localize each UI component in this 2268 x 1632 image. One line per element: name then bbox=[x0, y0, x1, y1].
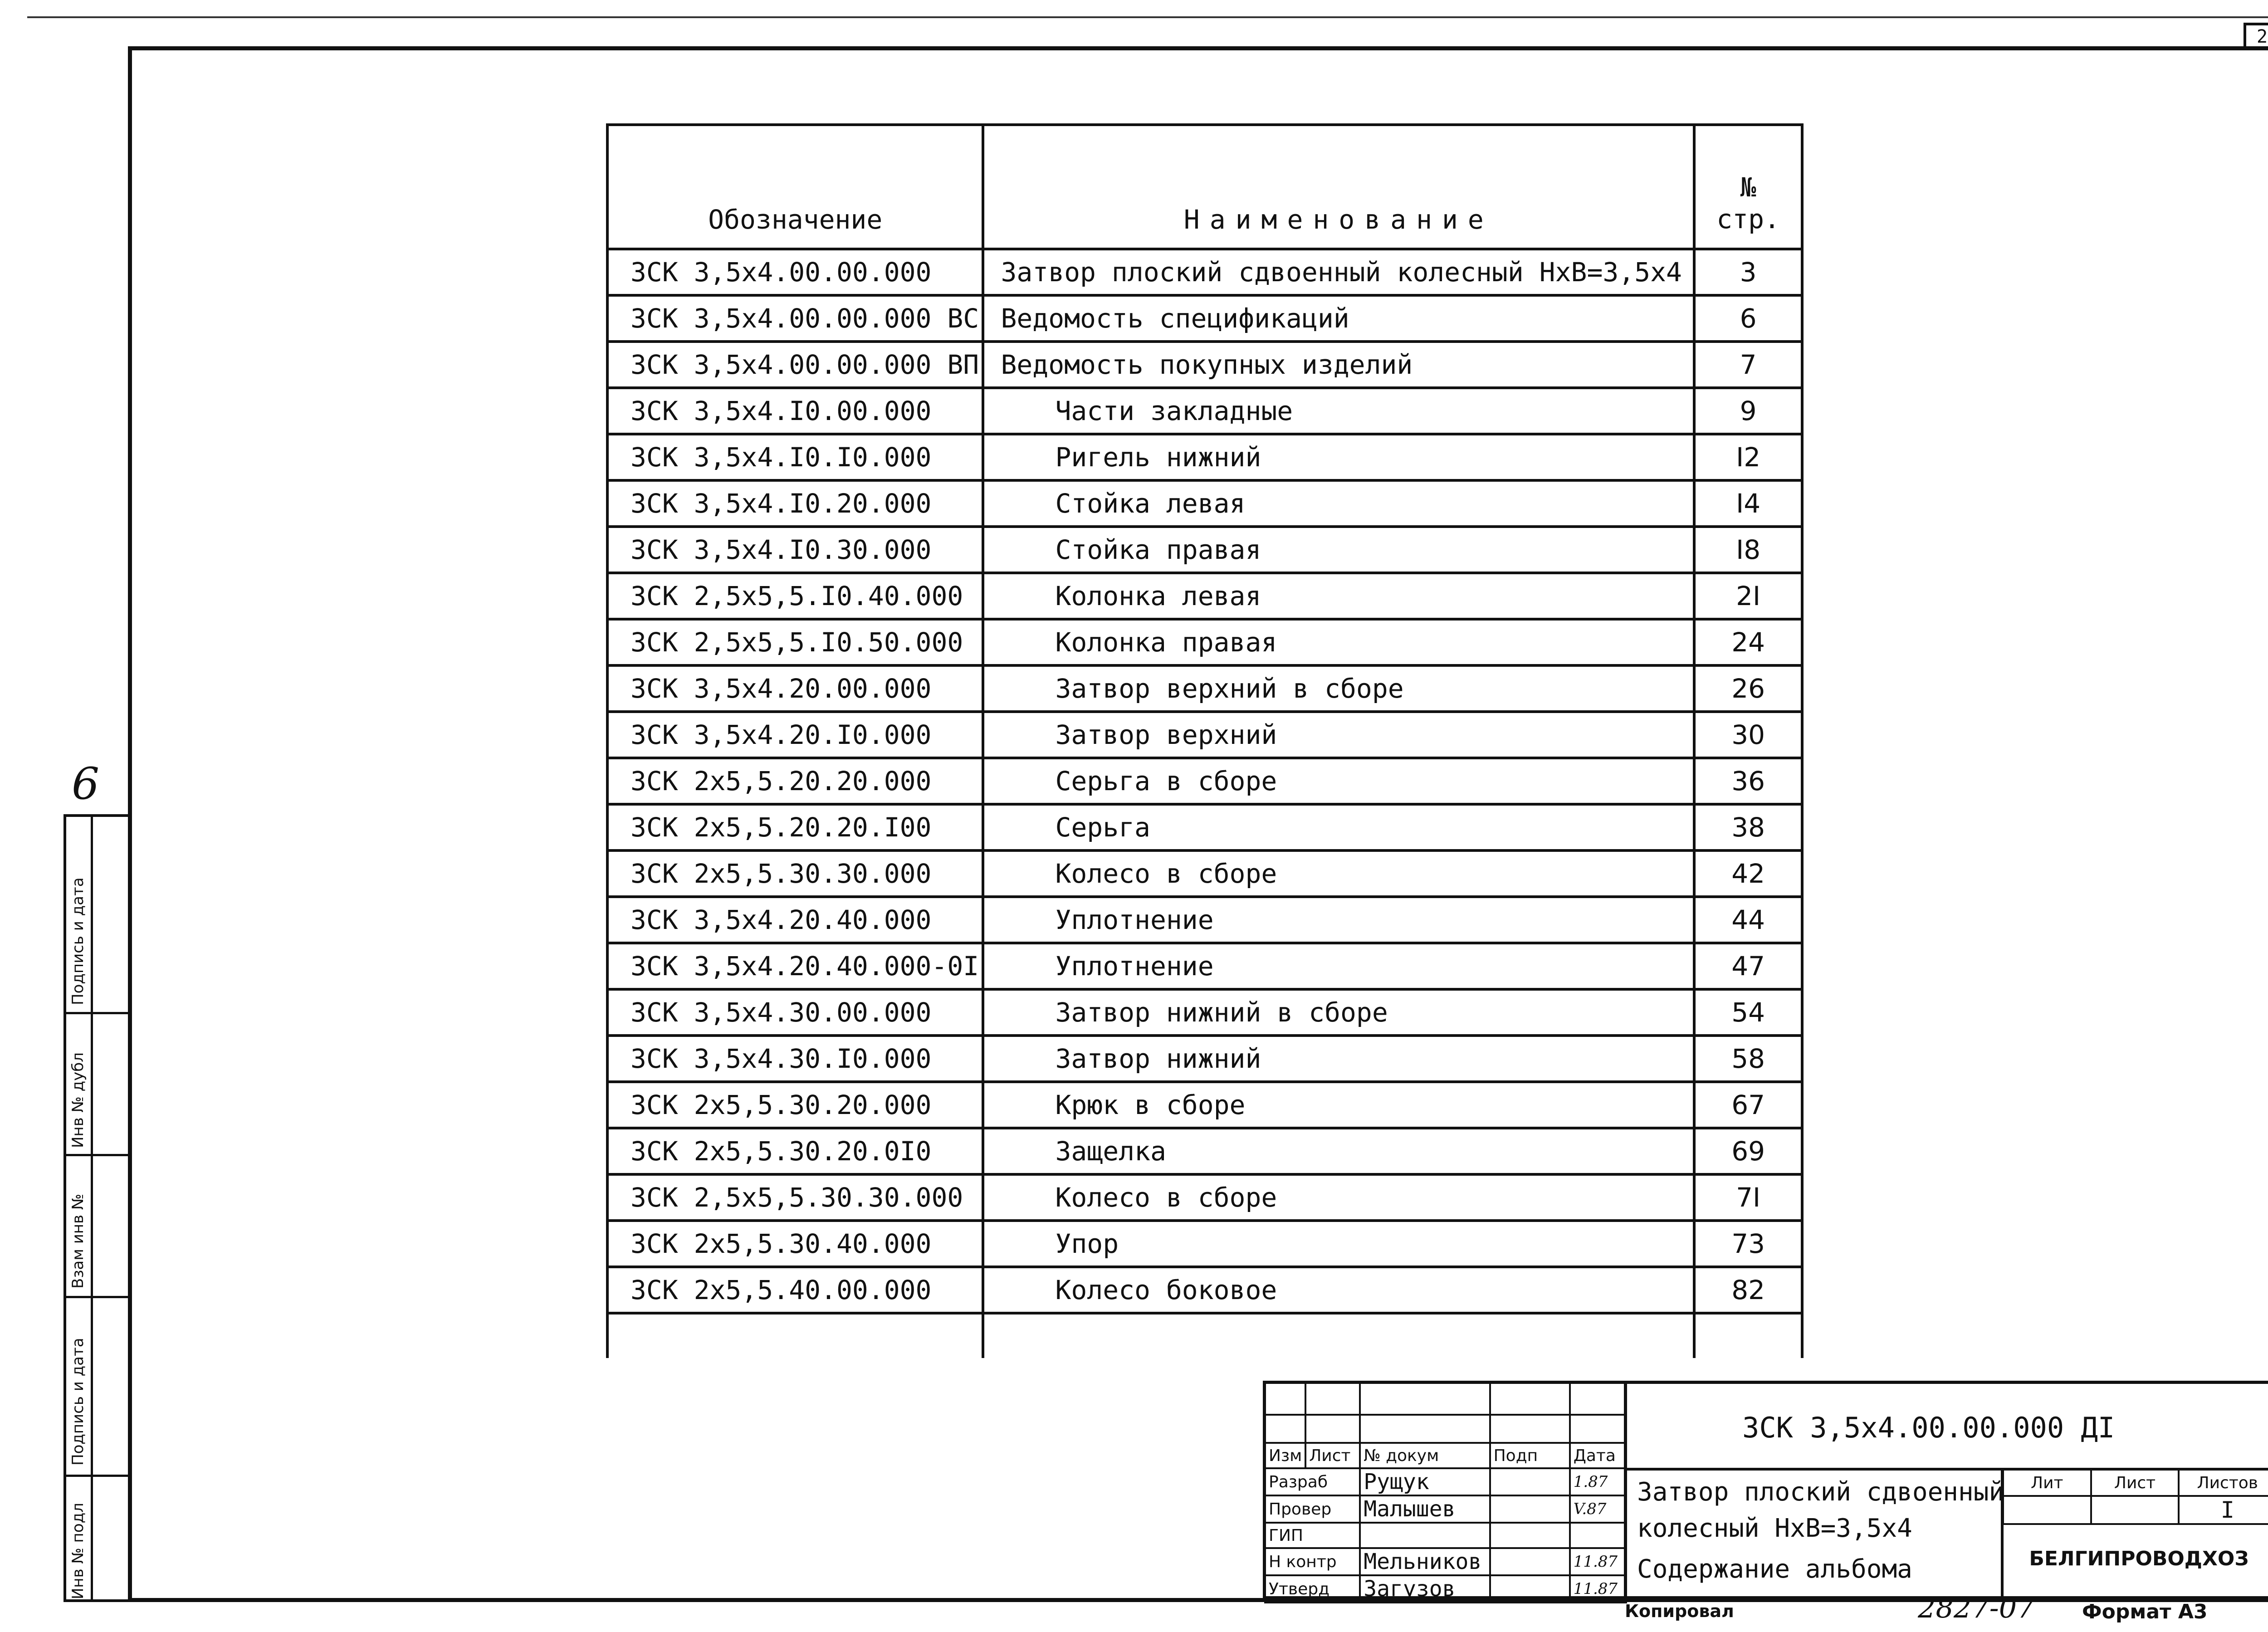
row-designation: ЗСК 3,5х4.00.00.000 ВС bbox=[607, 295, 983, 342]
contents-row bbox=[607, 1128, 1802, 1174]
contents-body bbox=[607, 249, 1802, 1358]
contents-row bbox=[607, 619, 1802, 665]
signature-row bbox=[1265, 1548, 1626, 1575]
side-stamp-row-line bbox=[66, 1154, 128, 1156]
format-label: Формат А3 bbox=[2082, 1600, 2208, 1623]
contents-table bbox=[606, 123, 1804, 1358]
side-label-sign-date-1: Подпись и дата bbox=[69, 1338, 87, 1466]
sheets-value: I bbox=[2179, 1496, 2268, 1524]
document-code: ЗСК 3,5х4.00.00.000 ДI bbox=[1742, 1411, 2115, 1444]
row-designation: ЗСК 2х5,5.40.00.000 bbox=[607, 1267, 983, 1313]
copied-label: Копировал bbox=[1625, 1601, 1734, 1621]
header-page-number-sign: № bbox=[1740, 172, 1756, 203]
row-designation: ЗСК 3,5х4.20.I0.000 bbox=[607, 712, 983, 758]
contents-row bbox=[607, 1221, 1802, 1267]
row-page: 47 bbox=[1694, 943, 1802, 989]
row-page: 67 bbox=[1694, 1082, 1802, 1128]
contents-row bbox=[607, 1036, 1802, 1082]
contents-row bbox=[607, 295, 1802, 342]
empty-cell bbox=[1694, 1313, 1802, 1358]
row-name: Стойка правая bbox=[983, 527, 1694, 573]
signature-row bbox=[1265, 1468, 1626, 1495]
signature-date: 11.87 bbox=[1570, 1575, 1626, 1603]
row-designation: ЗСК 3,5х4.20.40.000-0I bbox=[607, 943, 983, 989]
signature-header-row bbox=[1265, 1443, 1626, 1468]
row-designation: ЗСК 3,5х4.I0.20.000 bbox=[607, 480, 983, 527]
signature-role: Утверд bbox=[1265, 1575, 1360, 1603]
signature-date: 1.87 bbox=[1570, 1468, 1626, 1495]
side-label-sign-date-2: Подпись и дата bbox=[69, 877, 87, 1005]
row-name: Крюк в сборе bbox=[983, 1082, 1694, 1128]
contents-row bbox=[607, 527, 1802, 573]
signature-name bbox=[1360, 1523, 1490, 1548]
row-page: 9 bbox=[1694, 388, 1802, 434]
row-page: 73 bbox=[1694, 1221, 1802, 1267]
col-sign: Подп bbox=[1490, 1443, 1570, 1468]
contents-row bbox=[607, 989, 1802, 1036]
signature-sign bbox=[1490, 1548, 1570, 1575]
contents-row bbox=[607, 943, 1802, 989]
header-name: Наименование bbox=[983, 125, 1694, 249]
signature-name: Рущук bbox=[1360, 1468, 1490, 1495]
row-name: Упор bbox=[983, 1221, 1694, 1267]
row-page: I2 bbox=[1694, 434, 1802, 480]
sheets-label: Листов bbox=[2179, 1470, 2268, 1496]
side-stamp-divider bbox=[91, 817, 93, 1599]
row-name: Колесо боковое bbox=[983, 1267, 1694, 1313]
row-page: 58 bbox=[1694, 1036, 1802, 1082]
row-page: 24 bbox=[1694, 619, 1802, 665]
drawing-number: 2827-07 bbox=[1918, 1591, 2035, 1624]
side-number: 6 bbox=[72, 758, 100, 809]
row-name: Стойка левая bbox=[983, 480, 1694, 527]
contents-row bbox=[607, 665, 1802, 712]
row-name: Затвор верхний в сборе bbox=[983, 665, 1694, 712]
row-name: Уплотнение bbox=[983, 943, 1694, 989]
signature-row bbox=[1265, 1495, 1626, 1523]
row-name: Уплотнение bbox=[983, 897, 1694, 943]
row-designation: ЗСК 3,5х4.30.00.000 bbox=[607, 989, 983, 1036]
title-block bbox=[1263, 1381, 2268, 1602]
row-page: 69 bbox=[1694, 1128, 1802, 1174]
row-name: Колесо в сборе bbox=[983, 850, 1694, 897]
contents-row bbox=[607, 434, 1802, 480]
signature-role: ГИП bbox=[1265, 1523, 1360, 1548]
row-designation: ЗСК 2х5,5.30.20.0I0 bbox=[607, 1128, 983, 1174]
sheet-label: Лист bbox=[2091, 1470, 2179, 1496]
row-page: 7I bbox=[1694, 1174, 1802, 1221]
header-page bbox=[1694, 125, 1802, 249]
header-designation: Обозначение bbox=[607, 125, 983, 249]
signature-sign bbox=[1490, 1495, 1570, 1523]
contents-row bbox=[607, 573, 1802, 619]
empty-cell bbox=[983, 1313, 1694, 1358]
contents-header-row bbox=[607, 125, 1802, 249]
signature-sign bbox=[1490, 1468, 1570, 1495]
signature-row bbox=[1265, 1523, 1626, 1548]
row-designation: ЗСК 3,5х4.20.00.000 bbox=[607, 665, 983, 712]
row-designation: ЗСК 2,5х5,5.I0.40.000 bbox=[607, 573, 983, 619]
row-name: Затвор нижний bbox=[983, 1036, 1694, 1082]
col-doc: № докум bbox=[1360, 1443, 1490, 1468]
row-designation: ЗСК 2х5,5.30.40.000 bbox=[607, 1221, 983, 1267]
lit-value bbox=[2003, 1496, 2091, 1524]
contents-row bbox=[607, 897, 1802, 943]
row-page: 26 bbox=[1694, 665, 1802, 712]
title-block-signatures bbox=[1266, 1384, 1627, 1602]
organization-name: БЕЛГИПРОВОДХОЗ bbox=[2029, 1547, 2249, 1570]
title-line-3: Содержание альбома bbox=[1637, 1554, 1912, 1584]
row-designation: ЗСК 3,5х4.00.00.000 bbox=[607, 249, 983, 295]
row-page: 82 bbox=[1694, 1267, 1802, 1313]
row-designation: ЗСК 2х5,5.30.30.000 bbox=[607, 850, 983, 897]
lit-label: Лит bbox=[2003, 1470, 2091, 1496]
signature-name: Малышев bbox=[1360, 1495, 1490, 1523]
signature-sign bbox=[1490, 1575, 1570, 1603]
row-name: Колесо в сборе bbox=[983, 1174, 1694, 1221]
contents-row bbox=[607, 850, 1802, 897]
side-stamp-row-line bbox=[66, 1012, 128, 1014]
row-name: Ведомость покупных изделий bbox=[983, 342, 1694, 388]
sheet-info-table bbox=[2002, 1469, 2268, 1525]
signature-sign bbox=[1490, 1523, 1570, 1548]
row-page: 30 bbox=[1694, 712, 1802, 758]
row-page: 3 bbox=[1694, 249, 1802, 295]
contents-row bbox=[607, 388, 1802, 434]
row-designation: ЗСК 2х5,5.20.20.I00 bbox=[607, 804, 983, 850]
contents-row bbox=[607, 480, 1802, 527]
row-designation: ЗСК 3,5х4.I0.30.000 bbox=[607, 527, 983, 573]
row-page: I8 bbox=[1694, 527, 1802, 573]
contents-row bbox=[607, 758, 1802, 804]
col-list: Лист bbox=[1305, 1443, 1360, 1468]
row-designation: ЗСК 2х5,5.20.20.000 bbox=[607, 758, 983, 804]
row-designation: ЗСК 3,5х4.I0.00.000 bbox=[607, 388, 983, 434]
row-page: 7 bbox=[1694, 342, 1802, 388]
row-name: Затвор плоский сдвоенный колесный НхВ=3,5х4 bbox=[983, 249, 1694, 295]
outer-border-line bbox=[27, 16, 2268, 18]
row-designation: ЗСК 2,5х5,5.30.30.000 bbox=[607, 1174, 983, 1221]
contents-row bbox=[607, 712, 1802, 758]
row-name: Ригель нижний bbox=[983, 434, 1694, 480]
signature-people bbox=[1265, 1468, 1626, 1603]
row-designation: ЗСК 3,5х4.00.00.000 ВП bbox=[607, 342, 983, 388]
col-izm: Изм bbox=[1265, 1443, 1305, 1468]
side-label-inv-dubl: Инв № дубл bbox=[69, 1052, 87, 1148]
contents-row bbox=[607, 1082, 1802, 1128]
row-designation: ЗСК 3,5х4.20.40.000 bbox=[607, 897, 983, 943]
side-stamp-row-line bbox=[66, 1475, 128, 1477]
title-block-sheet-info bbox=[2001, 1470, 2268, 1599]
contents-empty-row bbox=[607, 1313, 1802, 1358]
signature-date: 11.87 bbox=[1570, 1548, 1626, 1575]
row-page: 36 bbox=[1694, 758, 1802, 804]
page-number-box bbox=[2244, 23, 2268, 48]
row-name: Затвор верхний bbox=[983, 712, 1694, 758]
row-page: 42 bbox=[1694, 850, 1802, 897]
signature-role: Н контр bbox=[1265, 1548, 1360, 1575]
row-name: Защелка bbox=[983, 1128, 1694, 1174]
signature-role: Провер bbox=[1265, 1495, 1360, 1523]
title-line-1: Затвор плоский сдвоенный bbox=[1637, 1477, 2004, 1507]
row-designation: ЗСК 3,5х4.I0.I0.000 bbox=[607, 434, 983, 480]
row-page: 44 bbox=[1694, 897, 1802, 943]
row-page: 54 bbox=[1694, 989, 1802, 1036]
row-name: Затвор нижний в сборе bbox=[983, 989, 1694, 1036]
contents-row bbox=[607, 1174, 1802, 1221]
row-name: Колонка левая bbox=[983, 573, 1694, 619]
row-name: Ведомость спецификаций bbox=[983, 295, 1694, 342]
row-name: Серьга в сборе bbox=[983, 758, 1694, 804]
side-label-vzam-inv: Взам инв № bbox=[69, 1193, 87, 1289]
signature-date bbox=[1570, 1523, 1626, 1548]
row-name: Части закладные bbox=[983, 388, 1694, 434]
signature-name: Загузов bbox=[1360, 1575, 1490, 1603]
side-stamp bbox=[64, 814, 128, 1602]
side-stamp-row-line bbox=[66, 1296, 128, 1298]
contents-row bbox=[607, 342, 1802, 388]
title-line-2: колесный НхВ=3,5х4 bbox=[1637, 1514, 1912, 1543]
signature-row bbox=[1265, 1575, 1626, 1603]
signature-name: Мельников bbox=[1360, 1548, 1490, 1575]
sheet-value bbox=[2091, 1496, 2179, 1524]
row-designation: ЗСК 2,5х5,5.I0.50.000 bbox=[607, 619, 983, 665]
row-name: Колонка правая bbox=[983, 619, 1694, 665]
side-label-inv-podl: Инв № подл bbox=[69, 1503, 87, 1599]
row-page: I4 bbox=[1694, 480, 1802, 527]
contents-row bbox=[607, 249, 1802, 295]
col-date: Дата bbox=[1570, 1443, 1626, 1468]
page-number: 2 bbox=[2256, 26, 2268, 47]
empty-cell bbox=[607, 1313, 983, 1358]
row-page: 38 bbox=[1694, 804, 1802, 850]
row-designation: ЗСК 3,5х4.30.I0.000 bbox=[607, 1036, 983, 1082]
row-designation: ЗСК 2х5,5.30.20.000 bbox=[607, 1082, 983, 1128]
header-page-label: стр. bbox=[1716, 204, 1780, 235]
row-page: 2I bbox=[1694, 573, 1802, 619]
contents-row bbox=[607, 804, 1802, 850]
signature-table bbox=[1264, 1382, 1627, 1603]
contents-row bbox=[607, 1267, 1802, 1313]
signature-role: Разраб bbox=[1265, 1468, 1360, 1495]
signature-date: V.87 bbox=[1570, 1495, 1626, 1523]
row-page: 6 bbox=[1694, 295, 1802, 342]
row-name: Серьга bbox=[983, 804, 1694, 850]
